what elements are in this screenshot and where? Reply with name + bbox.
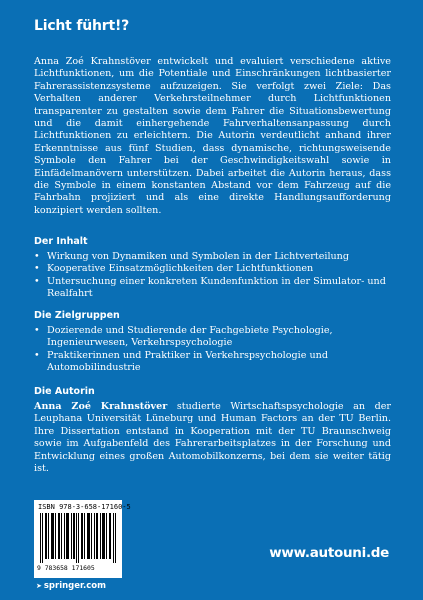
inhalt-heading: Der Inhalt (34, 236, 88, 247)
list-item: • Dozierende und Studierende der Fachgebiete Psychologie, Ingenieurwesen, Verkehrspsychologie (34, 325, 391, 350)
list-item: • Wirkung von Dynamiken und Symbolen in der Lichtverteilung (34, 251, 391, 263)
book-title: Licht führt!? (34, 18, 130, 34)
zielgruppen-list (34, 325, 391, 375)
author-bio (34, 401, 391, 475)
barcode-digits: 9 783658 171605 (37, 564, 95, 572)
barcode-icon (40, 513, 116, 563)
isbn-text: ISBN 978-3-658-17160-5 (38, 503, 131, 511)
list-item: • Untersuchung einer konkreten Kundenfunktion in der Simulator- und Realfahrt (34, 276, 391, 301)
website-link[interactable]: www.autouni.de (269, 545, 389, 561)
list-item: • Kooperative Einsatzmöglichkeiten der Lichtfunktionen (34, 263, 391, 275)
springer-url-text: springer.com (43, 581, 106, 591)
author-bio-text: studierte Wirtschaftspsychologie an der Leuphana Universität Lüneburg und Human Factors an der TU Berlin. Ihre Dissertation entstand in Kooperation mit der TU Braunschweig sowie im Aufgabenfeld des Fahrerarbeitsplatzes in der Forschung und Entwicklung eines großen Automobilkonzerns, bei dem sie weiter tätig ist. (34, 401, 391, 475)
intro-paragraph: Anna Zoé Krahnstöver entwickelt und evaluiert verschiedene aktive Lichtfunktionen, um die Potentiale und Einschränkungen lichtbasierter Fahrerassistenzsysteme aufzuzeigen. Sie verfolgt zwei Ziele: Das Verhalten anderer Verkehrsteilnehmer durch Lichtfunktionen transparenter zu gestalten sowie dem Fahrer die Situationsbewertung und die damit einhergehende Fahrverhaltensanpassung durch Lichtfunktionen zu erleichtern. Die Autorin verdeutlicht anhand ihrer Erkenntnisse aus fünf Studien, dass dynamische, richtungsweisende Symbole den Fahrer bei der Geschwindigkeitswahl sowie in Einfädelmanövern unterstützen. Dabei arbeitet die Autorin heraus, dass die Symbole in einem konstanten Abstand vor dem Fahrzeug auf die Fahrbahn projiziert und als eine direkte Handlungsaufforderung konzipiert werden sollten. (34, 56, 391, 216)
isbn-barcode-block (34, 500, 131, 578)
list-item: • Praktikerinnen und Praktiker in Verkehrspsychologie und Automobilindustrie (34, 350, 391, 375)
zielgruppen-heading: Die Zielgruppen (34, 310, 120, 321)
springer-link[interactable] (36, 581, 106, 591)
inhalt-list (34, 251, 391, 301)
author-name: Anna Zoé Krahnstöver (34, 401, 168, 412)
autorin-heading: Die Autorin (34, 386, 95, 397)
arrow-icon: ➤ (36, 582, 42, 590)
